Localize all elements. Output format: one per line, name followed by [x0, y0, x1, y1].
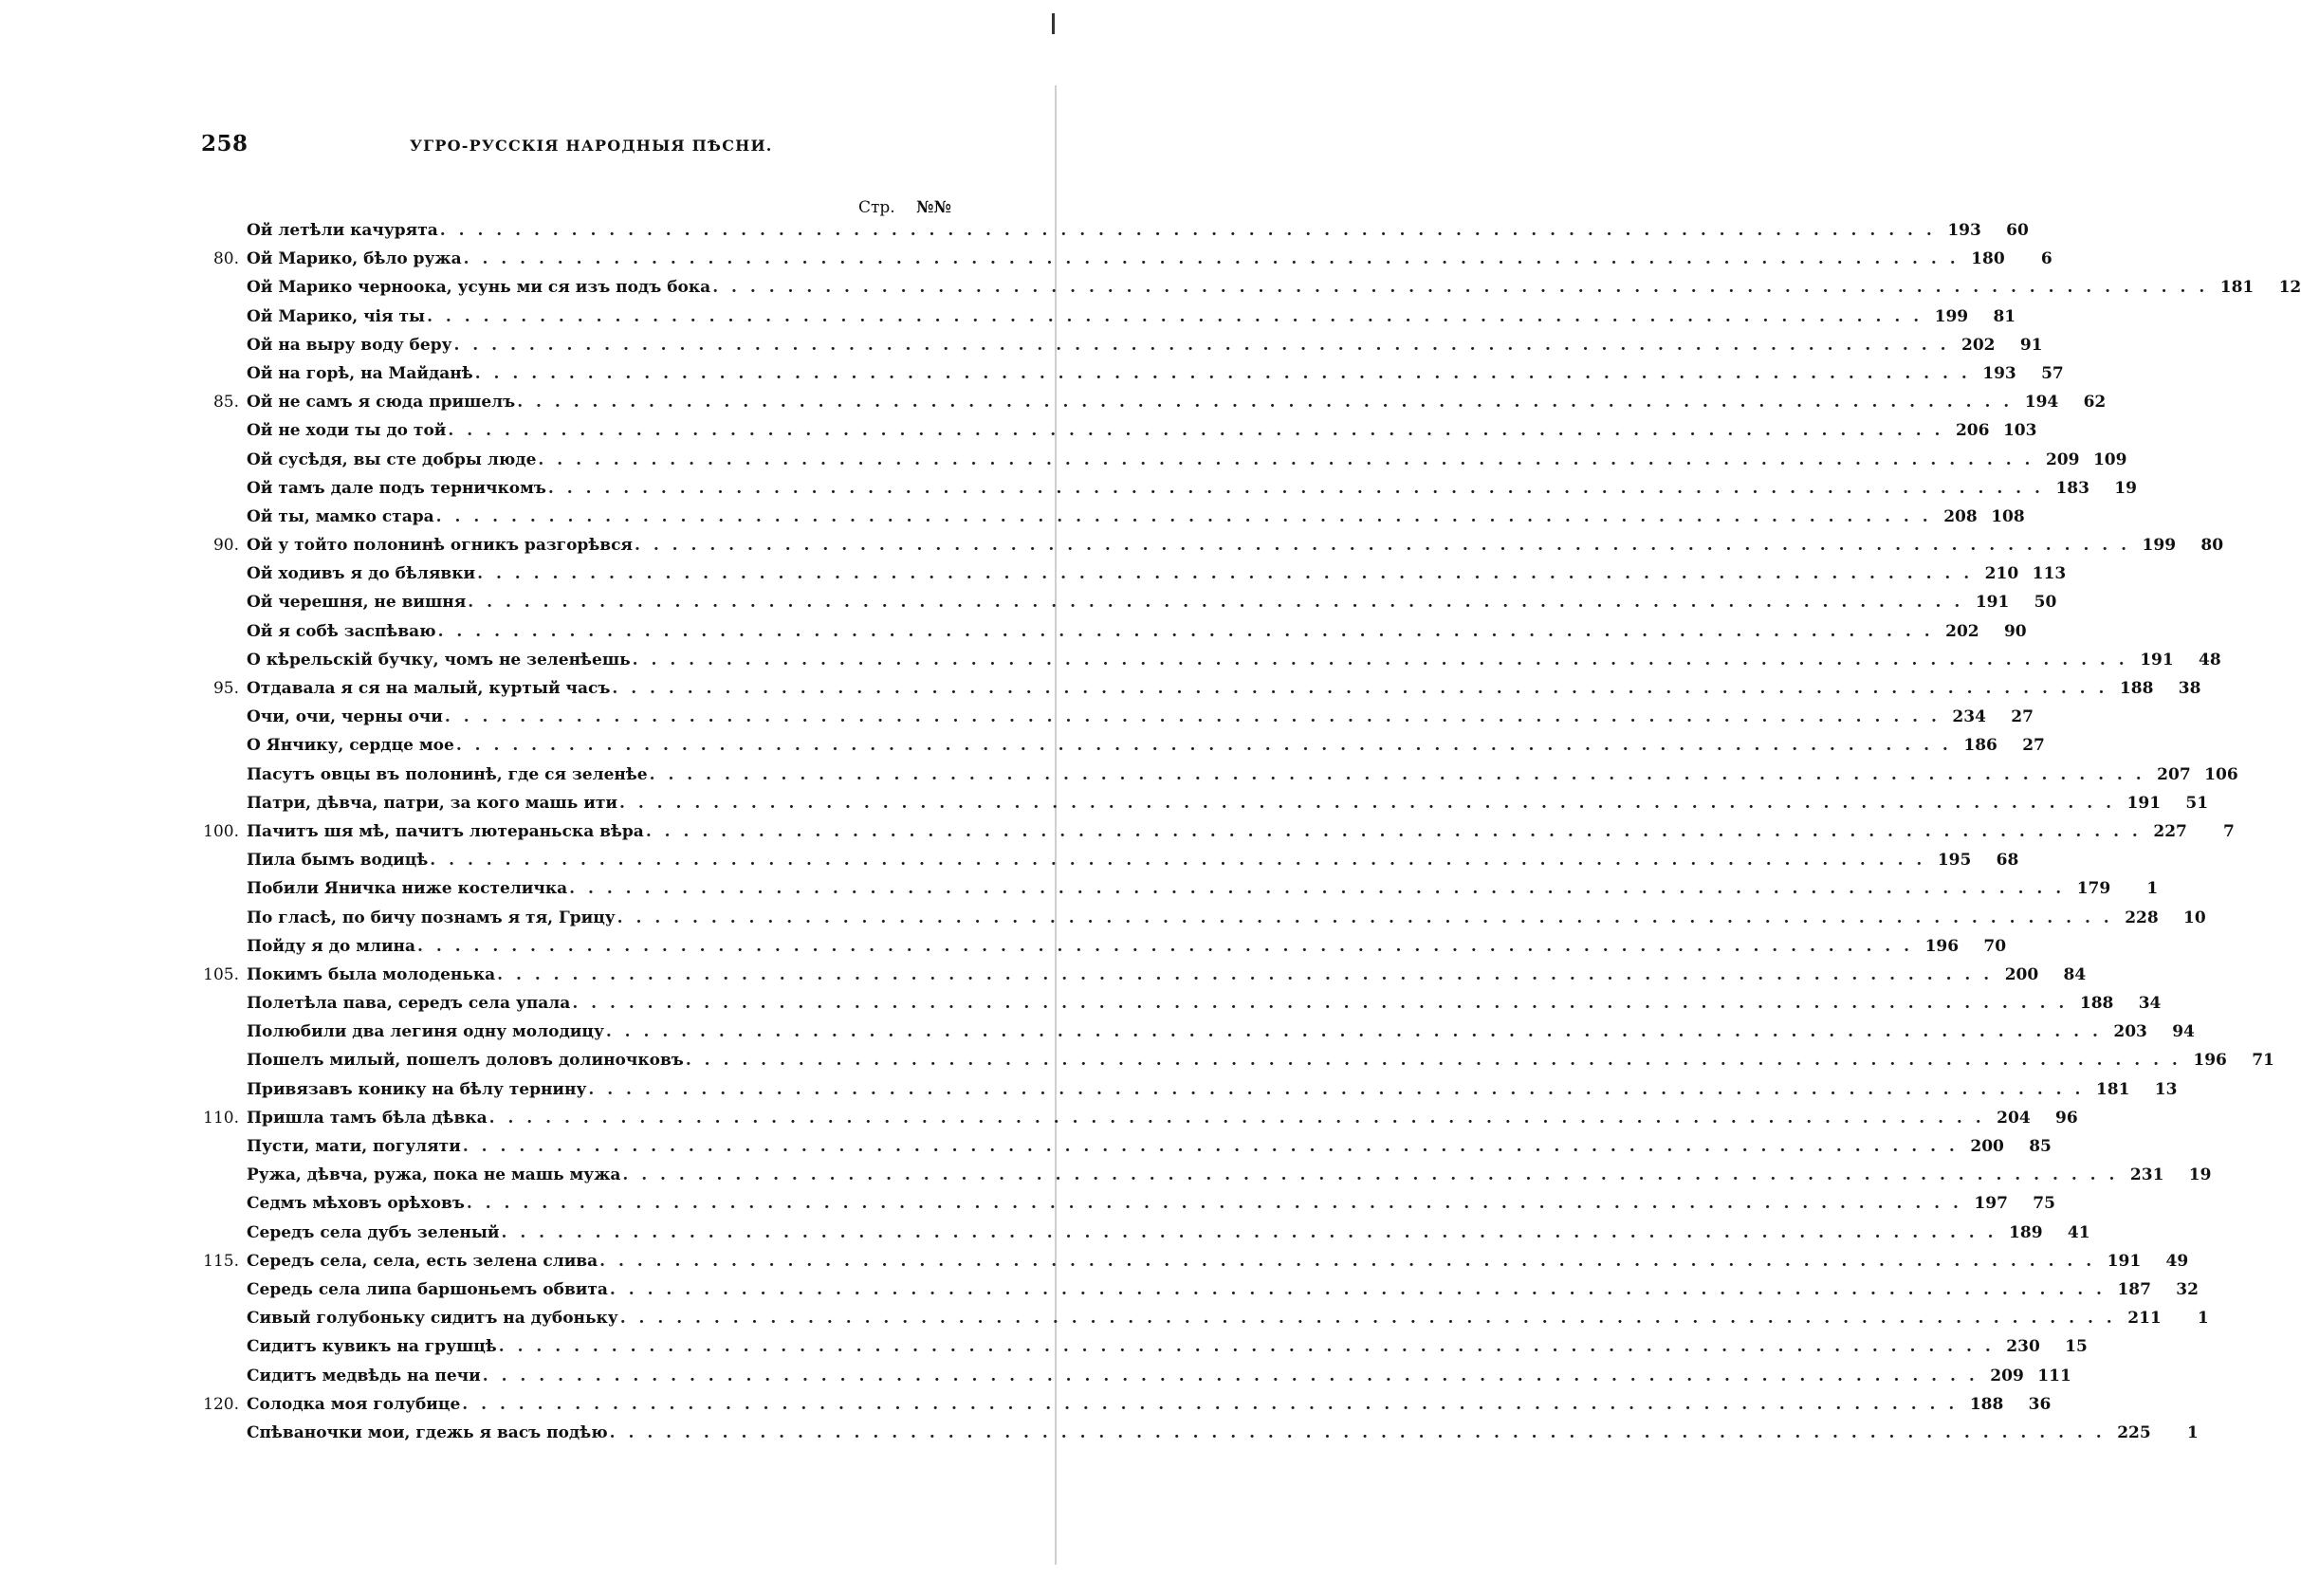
table-of-contents — [180, 216, 2301, 1447]
entry-song-number: 57 — [2041, 363, 2064, 383]
entry-song-number: 6 — [2040, 249, 2052, 269]
entry-song-number: 108 — [1991, 506, 2025, 526]
toc-entry — [180, 1362, 2071, 1390]
entry-page: 183 — [2055, 478, 2089, 498]
entry-page: 209 — [2045, 449, 2080, 469]
dot-leader: . . . . . . . . . . . . . . . . . . . . . . . . . . . . . . . . . . . . . . . . . . . . . . . . . . . . . . . . . . . . . . . . . . . . . . . . . . . . . . . . — [466, 1194, 1962, 1214]
entry-page: 193 — [1947, 221, 1981, 240]
entry-number: 100. — [203, 821, 239, 841]
entry-song-number: 75 — [2033, 1194, 2055, 1214]
toc-entry — [180, 1046, 2274, 1074]
toc-entry — [180, 617, 2027, 646]
toc-entry — [180, 1104, 2078, 1132]
dot-leader: . . . . . . . . . . . . . . . . . . . . . . . . . . . . . . . . . . . . . . . . . . . . . . . . . . . . . . . . . . . . . . . . . . . . . . . . . . . . . . . . — [437, 621, 1934, 641]
dot-leader: . . . . . . . . . . . . . . . . . . . . . . . . . . . . . . . . . . . . . . . . . . . . . . . . . . . . . . . . . . . . . . . . . . . . . . . . . . . . . . . . — [477, 564, 1974, 584]
entry-page: 203 — [2113, 1022, 2147, 1042]
entry-song-number: 62 — [2083, 393, 2107, 413]
entry-number: 95. — [212, 679, 239, 698]
entry-page: 202 — [1945, 621, 1979, 641]
entry-page: 228 — [2125, 908, 2159, 927]
toc-entry — [180, 1161, 2212, 1189]
entry-title: Середъ села дубъ зеленый — [247, 1222, 500, 1242]
toc-entry — [180, 1018, 2195, 1046]
entry-title: Ой я собѣ заспѣваю — [247, 621, 436, 641]
toc-entry — [180, 904, 2206, 932]
entry-song-number: 106 — [2204, 764, 2238, 784]
dot-leader: . . . . . . . . . . . . . . . . . . . . . . . . . . . . . . . . . . . . . . . . . . . . . . . . . . . . . . . . . . . . . . . . . . . . . . . . . . . . . . . . — [462, 1137, 1959, 1156]
entry-title: Ой сусѣдя, вы сте добры люде — [247, 449, 537, 469]
entry-song-number: 1 — [2197, 1309, 2209, 1329]
toc-entry — [180, 1132, 2052, 1161]
toc-entry — [180, 674, 2201, 703]
toc-entry — [180, 761, 2238, 789]
entry-song-number: 71 — [2252, 1051, 2274, 1071]
entry-title: Солодка моя голубице — [247, 1394, 461, 1414]
entry-page: 227 — [2153, 821, 2187, 841]
entry-song-number: 85 — [2029, 1137, 2052, 1156]
entry-page: 194 — [2024, 393, 2059, 413]
dot-leader: . . . . . . . . . . . . . . . . . . . . . . . . . . . . . . . . . . . . . . . . . . . . . . . . . . . . . . . . . . . . . . . . . . . . . . . . . . . . . . . . — [497, 964, 1994, 984]
entry-number: 80. — [212, 249, 239, 269]
entry-page: 188 — [2079, 994, 2114, 1014]
dot-leader: . . . . . . . . . . . . . . . . . . . . . . . . . . . . . . . . . . . . . . . . . . . . . . . . . . . . . . . . . . . . . . . . . . . . . . . . . . . . . . . . — [649, 764, 2145, 784]
entry-title: Ой ты, мамко стара — [247, 506, 434, 526]
entry-song-number: 27 — [2011, 707, 2034, 727]
entry-page: 199 — [1934, 306, 1969, 326]
dot-leader: . . . . . . . . . . . . . . . . . . . . . . . . . . . . . . . . . . . . . . . . . . . . . . . . . . . . . . . . . . . . . . . . . . . . . . . . . . . . . . . . — [448, 421, 1944, 441]
entry-song-number: 49 — [2165, 1251, 2189, 1271]
dot-leader: . . . . . . . . . . . . . . . . . . . . . . . . . . . . . . . . . . . . . . . . . . . . . . . . . . . . . . . . . . . . . . . . . . . . . . . . . . . . . . . . — [612, 679, 2108, 698]
entry-page: 196 — [2193, 1051, 2227, 1071]
entry-title: Полюбили два легиня одну молодицу — [247, 1022, 604, 1042]
entry-title: Пойду я до млина — [247, 936, 416, 956]
toc-entry — [180, 646, 2221, 674]
dot-leader: . . . . . . . . . . . . . . . . . . . . . . . . . . . . . . . . . . . . . . . . . . . . . . . . . . . . . . . . . . . . . . . . . . . . . . . . . . . . . . . . — [455, 736, 1952, 756]
entry-title: Ружа, дѣвча, ружа, пока не машь мужа — [247, 1165, 621, 1185]
page-number: 258 — [201, 131, 249, 156]
entry-title: Середъ села, села, есть зелена слива — [247, 1251, 598, 1271]
entry-song-number: 19 — [2188, 1165, 2212, 1185]
entry-number: 110. — [203, 1108, 239, 1128]
entry-song-number: 50 — [2034, 593, 2057, 613]
entry-title: Ой Марико, чія ты — [247, 306, 426, 326]
entry-title: Покимъ была молоденька — [247, 964, 496, 984]
dot-leader: . . . . . . . . . . . . . . . . . . . . . . . . . . . . . . . . . . . . . . . . . . . . . . . . . . . . . . . . . . . . . . . . . . . . . . . . . . . . . . . . — [468, 593, 1964, 613]
entry-page: 188 — [1969, 1394, 2004, 1414]
dot-leader: . . . . . . . . . . . . . . . . . . . . . . . . . . . . . . . . . . . . . . . . . . . . . . . . . . . . . . . . . . . . . . . . . . . . . . . . . . . . . . . . — [547, 478, 2044, 498]
entry-number: 120. — [203, 1394, 239, 1414]
entry-title: Пошелъ милый, пошелъ доловъ долиночковъ — [247, 1051, 684, 1071]
entry-song-number: 91 — [2019, 335, 2043, 355]
entry-page: 209 — [1990, 1366, 2024, 1385]
entry-title: Побили Яничка ниже костеличка — [247, 879, 568, 899]
toc-entry — [180, 531, 2224, 560]
column-header-page: Стр. — [858, 198, 895, 217]
entry-title: Ой Марико, бѣло ружа — [247, 249, 462, 269]
toc-entry — [180, 1304, 2209, 1332]
entry-song-number: 111 — [2037, 1366, 2071, 1385]
entry-title: О кѣрельскій бучку, чомъ не зеленѣешь — [247, 650, 631, 670]
dot-leader: . . . . . . . . . . . . . . . . . . . . . . . . . . . . . . . . . . . . . . . . . . . . . . . . . . . . . . . . . . . . . . . . . . . . . . . . . . . . . . . . — [609, 1422, 2106, 1442]
entry-page: 187 — [2117, 1279, 2151, 1299]
dot-leader: . . . . . . . . . . . . . . . . . . . . . . . . . . . . . . . . . . . . . . . . . . . . . . . . . . . . . . . . . . . . . . . . . . . . . . . . . . . . . . . . — [609, 1279, 2106, 1299]
entry-song-number: 10 — [2183, 908, 2206, 927]
entry-song-number: 36 — [2028, 1394, 2052, 1414]
dot-leader: . . . . . . . . . . . . . . . . . . . . . . . . . . . . . . . . . . . . . . . . . . . . . . . . . . . . . . . . . . . . . . . . . . . . . . . . . . . . . . . . — [685, 1051, 2181, 1071]
entry-title: Ой Марико черноока, усунь ми ся изъ подъ бока — [247, 278, 711, 298]
entry-page: 230 — [2006, 1337, 2040, 1357]
dot-leader: . . . . . . . . . . . . . . . . . . . . . . . . . . . . . . . . . . . . . . . . . . . . . . . . . . . . . . . . . . . . . . . . . . . . . . . . . . . . . . . . — [427, 306, 1924, 326]
entry-song-number: 7 — [2223, 821, 2235, 841]
toc-entry — [180, 1247, 2189, 1275]
entry-page: 210 — [1984, 564, 2019, 584]
entry-page: 206 — [1955, 421, 1990, 441]
entry-title: Привязавъ конику на бѣлу тернину — [247, 1079, 587, 1099]
dot-leader: . . . . . . . . . . . . . . . . . . . . . . . . . . . . . . . . . . . . . . . . . . . . . . . . . . . . . . . . . . . . . . . . . . . . . . . . . . . . . . . . — [501, 1222, 1997, 1242]
entry-title: Очи, очи, черны очи — [247, 707, 443, 727]
dot-leader: . . . . . . . . . . . . . . . . . . . . . . . . . . . . . . . . . . . . . . . . . . . . . . . . . . . . . . . . . . . . . . . . . . . . . . . . . . . . . . . . — [618, 793, 2116, 813]
dot-leader: . . . . . . . . . . . . . . . . . . . . . . . . . . . . . . . . . . . . . . . . . . . . . . . . . . . . . . . . . . . . . . . . . . . . . . . . . . . . . . . . — [463, 249, 1960, 269]
scan-edge-mark — [1052, 13, 1055, 34]
entry-title: Ой у тойто полонинѣ огникъ разгорѣвся — [247, 536, 633, 556]
dot-leader: . . . . . . . . . . . . . . . . . . . . . . . . . . . . . . . . . . . . . . . . . . . . . . . . . . . . . . . . . . . . . . . . . . . . . . . . . . . . . . . . — [617, 908, 2113, 927]
entry-title: Ой ходивъ я до бѣлявки — [247, 564, 476, 584]
entry-song-number: 32 — [2176, 1279, 2199, 1299]
entry-song-number: 1 — [2146, 879, 2159, 899]
toc-entry — [180, 446, 2127, 474]
running-title: УГРО-РУССКІЯ НАРОДНЫЯ ПѢСНИ. — [410, 137, 773, 155]
entry-page: 204 — [1997, 1108, 2031, 1128]
dot-leader: . . . . . . . . . . . . . . . . . . . . . . . . . . . . . . . . . . . . . . . . . . . . . . . . . . . . . . . . . . . . . . . . . . . . . . . . . . . . . . . . — [632, 650, 2128, 670]
entry-page: 193 — [1982, 363, 2016, 383]
entry-title: Сивый голубоньку сидитъ на дубоньку — [247, 1309, 618, 1329]
entry-song-number: 15 — [2065, 1337, 2088, 1357]
entry-page: 181 — [2219, 278, 2255, 298]
entry-title: Ой на горѣ, на Майданѣ — [247, 363, 473, 383]
entry-number: 105. — [203, 964, 239, 984]
entry-page: 234 — [1952, 707, 1986, 727]
dot-leader: . . . . . . . . . . . . . . . . . . . . . . . . . . . . . . . . . . . . . . . . . . . . . . . . . . . . . . . . . . . . . . . . . . . . . . . . . . . . . . . . — [622, 1165, 2119, 1185]
entry-page: 225 — [2117, 1422, 2151, 1442]
entry-song-number: 96 — [2055, 1108, 2078, 1128]
entry-page: 186 — [1963, 736, 1997, 756]
entry-song-number: 109 — [2092, 449, 2127, 469]
dot-leader: . . . . . . . . . . . . . . . . . . . . . . . . . . . . . . . . . . . . . . . . . . . . . . . . . . . . . . . . . . . . . . . . . . . . . . . . . . . . . . . . — [619, 1309, 2116, 1329]
entry-page: 197 — [1974, 1194, 2008, 1214]
entry-song-number: 12 — [2278, 278, 2301, 298]
entry-page: 180 — [1971, 249, 2005, 269]
toc-entry — [180, 560, 2067, 588]
dot-leader: . . . . . . . . . . . . . . . . . . . . . . . . . . . . . . . . . . . . . . . . . . . . . . . . . . . . . . . . . . . . . . . . . . . . . . . . . . . . . . . . — [538, 449, 2034, 469]
dot-leader: . . . . . . . . . . . . . . . . . . . . . . . . . . . . . . . . . . . . . . . . . . . . . . . . . . . . . . . . . . . . . . . . . . . . . . . . . . . . . . . . — [482, 1366, 1979, 1385]
entry-page: 191 — [2126, 793, 2162, 813]
entry-song-number: 81 — [1993, 306, 2016, 326]
toc-entry — [180, 216, 2029, 245]
toc-entry — [180, 273, 2301, 302]
dot-leader: . . . . . . . . . . . . . . . . . . . . . . . . . . . . . . . . . . . . . . . . . . . . . . . . . . . . . . . . . . . . . . . . . . . . . . . . . . . . . . . . — [453, 335, 1950, 355]
dot-leader: . . . . . . . . . . . . . . . . . . . . . . . . . . . . . . . . . . . . . . . . . . . . . . . . . . . . . . . . . . . . . . . . . . . . . . . . . . . . . . . . — [435, 506, 1932, 526]
entry-song-number: 103 — [2002, 421, 2037, 441]
entry-page: 211 — [2127, 1309, 2162, 1329]
entry-song-number: 38 — [2178, 679, 2201, 698]
entry-number: 90. — [212, 536, 239, 556]
entry-title: По гласѣ, по бичу познамъ я тя, Грицу — [247, 908, 616, 927]
entry-title: Пусти, мати, погуляти — [247, 1137, 461, 1156]
entry-song-number: 51 — [2185, 793, 2209, 813]
entry-song-number: 90 — [2003, 621, 2027, 641]
toc-entry — [180, 1419, 2199, 1447]
entry-song-number: 34 — [2138, 994, 2162, 1014]
entry-song-number: 27 — [2022, 736, 2045, 756]
dot-leader: . . . . . . . . . . . . . . . . . . . . . . . . . . . . . . . . . . . . . . . . . . . . . . . . . . . . . . . . . . . . . . . . . . . . . . . . . . . . . . . . — [712, 278, 2209, 298]
toc-entry — [180, 846, 2019, 874]
toc-entry — [180, 388, 2107, 416]
entry-song-number: 13 — [2154, 1079, 2178, 1099]
toc-entry — [180, 989, 2162, 1018]
dot-leader: . . . . . . . . . . . . . . . . . . . . . . . . . . . . . . . . . . . . . . . . . . . . . . . . . . . . . . . . . . . . . . . . . . . . . . . . . . . . . . . . — [517, 393, 2014, 413]
toc-entry — [180, 245, 2052, 273]
dot-leader: . . . . . . . . . . . . . . . . . . . . . . . . . . . . . . . . . . . . . . . . . . . . . . . . . . . . . . . . . . . . . . . . . . . . . . . . . . . . . . . . — [498, 1337, 1995, 1357]
dot-leader: . . . . . . . . . . . . . . . . . . . . . . . . . . . . . . . . . . . . . . . . . . . . . . . . . . . . . . . . . . . . . . . . . . . . . . . . . . . . . . . . — [430, 851, 1926, 871]
dot-leader: . . . . . . . . . . . . . . . . . . . . . . . . . . . . . . . . . . . . . . . . . . . . . . . . . . . . . . . . . . . . . . . . . . . . . . . . . . . . . . . . — [599, 1251, 2096, 1271]
dot-leader: . . . . . . . . . . . . . . . . . . . . . . . . . . . . . . . . . . . . . . . . . . . . . . . . . . . . . . . . . . . . . . . . . . . . . . . . . . . . . . . . — [417, 936, 1914, 956]
dot-leader: . . . . . . . . . . . . . . . . . . . . . . . . . . . . . . . . . . . . . . . . . . . . . . . . . . . . . . . . . . . . . . . . . . . . . . . . . . . . . . . . — [572, 994, 2069, 1014]
entry-title: Пасутъ овцы въ полонинѣ, где ся зеленѣе — [247, 764, 648, 784]
entry-song-number: 1 — [2186, 1422, 2199, 1442]
entry-song-number: 19 — [2114, 478, 2137, 498]
dot-leader: . . . . . . . . . . . . . . . . . . . . . . . . . . . . . . . . . . . . . . . . . . . . . . . . . . . . . . . . . . . . . . . . . . . . . . . . . . . . . . . . — [605, 1022, 2102, 1042]
dot-leader: . . . . . . . . . . . . . . . . . . . . . . . . . . . . . . . . . . . . . . . . . . . . . . . . . . . . . . . . . . . . . . . . . . . . . . . . . . . . . . . . — [488, 1108, 1985, 1128]
entry-title: Сидитъ медвѣдь на печи — [247, 1366, 481, 1385]
dot-leader: . . . . . . . . . . . . . . . . . . . . . . . . . . . . . . . . . . . . . . . . . . . . . . . . . . . . . . . . . . . . . . . . . . . . . . . . . . . . . . . . — [474, 363, 1971, 383]
entry-title: Ой не самъ я сюда пришелъ — [247, 393, 516, 413]
column-header-number: №№ — [916, 198, 951, 217]
toc-entry — [180, 359, 2064, 388]
entry-page: 200 — [2004, 964, 2039, 984]
entry-title: Ой не ходи ты до той — [247, 421, 447, 441]
entry-title: Пришла тамъ бѣла дѣвка — [247, 1108, 488, 1128]
entry-page: 181 — [2095, 1079, 2130, 1099]
entry-page: 191 — [2107, 1251, 2142, 1271]
entry-song-number: 70 — [1983, 936, 2007, 956]
toc-entry — [180, 961, 2087, 989]
toc-entry — [180, 1189, 2055, 1218]
entry-title: Полетѣла пава, середъ села упала — [247, 994, 571, 1014]
entry-number: 85. — [212, 393, 239, 413]
toc-entry — [180, 1219, 2090, 1247]
entry-page: 207 — [2157, 764, 2191, 784]
entry-song-number: 48 — [2199, 650, 2221, 670]
entry-song-number: 84 — [2063, 964, 2087, 984]
toc-entry — [180, 874, 2159, 903]
toc-entry — [180, 503, 2025, 531]
entry-title: Пила бымъ водицѣ — [247, 851, 429, 871]
entry-page: 208 — [1943, 506, 1978, 526]
entry-page: 202 — [1961, 335, 1996, 355]
entry-title: Ой тамъ дале подъ терничкомъ — [247, 478, 546, 498]
dot-leader: . . . . . . . . . . . . . . . . . . . . . . . . . . . . . . . . . . . . . . . . . . . . . . . . . . . . . . . . . . . . . . . . . . . . . . . . . . . . . . . . — [439, 221, 1936, 240]
running-head — [201, 131, 960, 159]
entry-title: Ой на выру воду беру — [247, 335, 452, 355]
toc-entry — [180, 1075, 2178, 1104]
entry-page: 231 — [2129, 1165, 2164, 1185]
entry-song-number: 113 — [2032, 564, 2067, 584]
toc-entry — [180, 1275, 2199, 1304]
entry-title: Спѣваночки мои, гдежь я васъ подѣю — [247, 1422, 608, 1442]
entry-page: 179 — [2076, 879, 2111, 899]
entry-page: 200 — [1970, 1137, 2004, 1156]
entry-title: Отдавала я ся на малый, куртый часъ — [247, 679, 611, 698]
entry-page: 196 — [1924, 936, 1960, 956]
entry-number: 115. — [203, 1251, 239, 1271]
toc-entry — [180, 1390, 2052, 1419]
entry-song-number: 68 — [1996, 851, 2019, 871]
entry-title: Середь села липа баршоньемъ обвита — [247, 1279, 608, 1299]
toc-entry — [180, 731, 2045, 760]
entry-title: Сидитъ кувикъ на грушцѣ — [247, 1337, 497, 1357]
entry-page: 195 — [1937, 851, 1972, 871]
dot-leader: . . . . . . . . . . . . . . . . . . . . . . . . . . . . . . . . . . . . . . . . . . . . . . . . . . . . . . . . . . . . . . . . . . . . . . . . . . . . . . . . — [588, 1079, 2085, 1099]
toc-entry — [180, 331, 2043, 359]
entry-title: Седмъ мѣховъ орѣховъ — [247, 1194, 465, 1214]
dot-leader: . . . . . . . . . . . . . . . . . . . . . . . . . . . . . . . . . . . . . . . . . . . . . . . . . . . . . . . . . . . . . . . . . . . . . . . . . . . . . . . . — [635, 536, 2131, 556]
toc-entry — [180, 303, 2016, 331]
dot-leader: . . . . . . . . . . . . . . . . . . . . . . . . . . . . . . . . . . . . . . . . . . . . . . . . . . . . . . . . . . . . . . . . . . . . . . . . . . . . . . . . — [444, 707, 1941, 727]
toc-entry — [180, 817, 2235, 846]
dot-leader: . . . . . . . . . . . . . . . . . . . . . . . . . . . . . . . . . . . . . . . . . . . . . . . . . . . . . . . . . . . . . . . . . . . . . . . . . . . . . . . . — [462, 1394, 1959, 1414]
toc-entry — [180, 932, 2007, 961]
toc-entry — [180, 1332, 2088, 1361]
toc-entry — [180, 703, 2034, 731]
toc-entry — [180, 416, 2037, 445]
entry-title: О Янчику, сердце мое — [247, 736, 454, 756]
entry-title: Пачитъ шя мѣ, пачитъ лютераньска вѣра — [247, 821, 644, 841]
entry-page: 188 — [2119, 679, 2154, 698]
entry-song-number: 94 — [2172, 1022, 2195, 1042]
entry-song-number: 80 — [2200, 536, 2224, 556]
entry-song-number: 60 — [2006, 221, 2029, 240]
toc-entry — [180, 588, 2057, 616]
entry-title: Ой летѣли качурята — [247, 221, 438, 240]
toc-entry — [180, 789, 2209, 817]
toc-entry — [180, 474, 2137, 503]
dot-leader: . . . . . . . . . . . . . . . . . . . . . . . . . . . . . . . . . . . . . . . . . . . . . . . . . . . . . . . . . . . . . . . . . . . . . . . . . . . . . . . . — [569, 879, 2066, 899]
dot-leader: . . . . . . . . . . . . . . . . . . . . . . . . . . . . . . . . . . . . . . . . . . . . . . . . . . . . . . . . . . . . . . . . . . . . . . . . . . . . . . . . — [645, 821, 2142, 841]
entry-title: Ой черешня, не вишня — [247, 593, 467, 613]
entry-page: 191 — [2140, 650, 2174, 670]
entry-page: 191 — [1975, 593, 2010, 613]
entry-title: Патри, дѣвча, патри, за кого машь ити — [247, 793, 617, 813]
entry-page: 199 — [2142, 536, 2177, 556]
entry-page: 189 — [2009, 1222, 2043, 1242]
entry-song-number: 41 — [2067, 1222, 2090, 1242]
